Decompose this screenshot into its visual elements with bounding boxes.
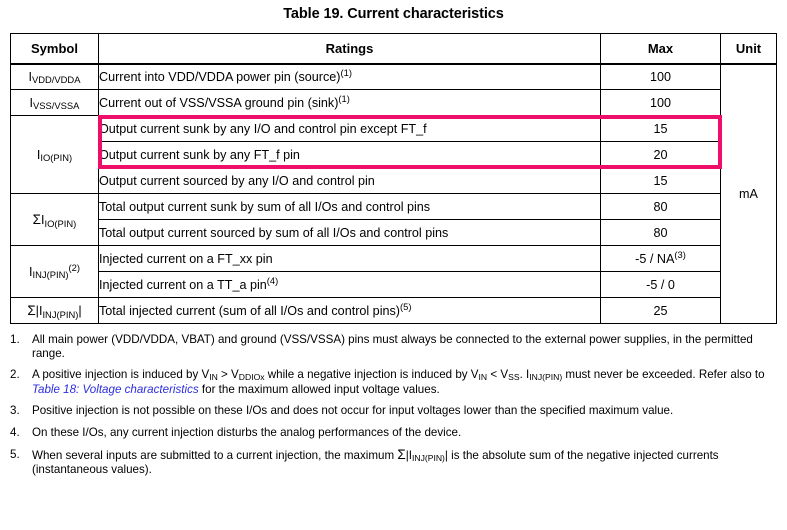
cell-rating: Injected current on a TT_a pin$^{(4)}$	[99, 272, 601, 298]
cell-max: 80	[601, 194, 721, 220]
table-row	[11, 220, 777, 246]
table-body	[11, 64, 777, 324]
footnote-text: On these I/Os, any current injection disturbs the analog performances of the device.	[32, 425, 462, 439]
footnote-number: 1.	[10, 333, 20, 346]
cell-symbol: $\Sigma I_{IO(PIN)}$	[11, 194, 99, 246]
footnote-text: A positive injection is induced by $V_{IN} > V_{DDIOx}$ while a negative injection is induced by $V_{IN} < V_{SS}$. $I_{INJ(PIN)}$ must never be exceeded. Refer also to Table 18: Voltage characteristics for the maximum allowed input voltage values.	[32, 368, 765, 396]
cell-rating: Current out of VSS/VSSA ground pin $(\sin k)^{(1)}$	[99, 90, 601, 116]
footnote-number: 2.	[10, 368, 20, 382]
table-header-row	[11, 34, 777, 64]
column-header-max: Max	[601, 34, 721, 64]
footnote	[0, 404, 787, 418]
table-row	[11, 246, 777, 272]
cell-max: -5 / 0	[601, 272, 721, 298]
table-row	[11, 90, 777, 116]
cell-rating: Total output current sourced by sum of all I/Os and control pins	[99, 220, 601, 246]
table-header	[11, 34, 777, 64]
cell-rating: Total output current sunk by sum of all I/Os and control pins	[99, 194, 601, 220]
table-container	[10, 33, 776, 324]
current-characteristics-table	[10, 33, 777, 324]
cell-max: 100	[601, 90, 721, 116]
cell-max: 20	[601, 142, 721, 168]
table-row	[11, 116, 777, 142]
cell-rating: Output current sunk by any FT_f pin	[99, 142, 601, 168]
table-row	[11, 142, 777, 168]
table-18-crossreference-link[interactable]: Table 18: Voltage characteristics	[32, 382, 199, 396]
cell-max: -5 / NA$^{(3)}$	[601, 246, 721, 272]
table-row	[11, 298, 777, 324]
cell-max: 15	[601, 168, 721, 194]
footnote-text: All main power (VDD/VDDA, VBAT) and ground (VSS/VSSA) pins must always be connected to the external power supplies, in the permitted range.	[32, 333, 753, 360]
cell-max: 80	[601, 220, 721, 246]
table-row	[11, 272, 777, 298]
footnote-number: 3.	[10, 404, 20, 418]
cell-symbol: $I_{INJ(PIN)}^{(2)}$	[11, 246, 99, 298]
cell-max: 15	[601, 116, 721, 142]
cell-rating: Output current sourced by any I/O and control pin	[99, 168, 601, 194]
footnote-number: 5.	[10, 447, 20, 461]
table-row	[11, 64, 777, 90]
footnote-text: Positive injection is not possible on these I/Os and does not occur for input voltages lower than the specified maximum value.	[32, 404, 674, 418]
cell-symbol: $I_{IO(PIN)}$	[11, 116, 99, 194]
column-header-unit: Unit	[721, 34, 777, 64]
table-row	[11, 168, 777, 194]
cell-max: 25	[601, 298, 721, 324]
cell-rating: Current into VDD/VDDA power pin (source)$^{(1)}$	[99, 64, 601, 90]
cell-symbol: $I_{VDD/VDDA}$	[11, 64, 99, 90]
column-header-ratings: Ratings	[99, 34, 601, 64]
table-row	[11, 194, 777, 220]
page-title: Table 19. Current characteristics	[283, 6, 504, 22]
cell-unit: mA	[721, 64, 777, 324]
cell-symbol: $\Sigma|I_{INJ(PIN)}|$	[11, 298, 99, 324]
cell-rating: Output current sunk by any I/O and control pin except FT_f	[99, 116, 601, 142]
column-header-symbol: Symbol	[11, 34, 99, 64]
footnote	[0, 448, 787, 477]
cell-symbol: $I_{VSS/VSSA}$	[11, 90, 99, 116]
cell-rating: Injected current on a FT_xx pin	[99, 246, 601, 272]
cell-rating: Total injected current (sum of all I/Os and control pins)$^{(5)}$	[99, 298, 601, 324]
footnote	[0, 333, 787, 360]
footnote-text: When several inputs are submitted to a current injection, the maximum $\Sigma|I_{INJ(PIN)}|$ is the absolute sum of the negative injected currents (instantaneous values).	[32, 446, 719, 477]
footnote-number: 4.	[10, 425, 20, 439]
cell-max: 100	[601, 64, 721, 90]
footnote	[0, 426, 787, 440]
footnote	[0, 368, 787, 396]
footnote-list	[0, 333, 787, 477]
